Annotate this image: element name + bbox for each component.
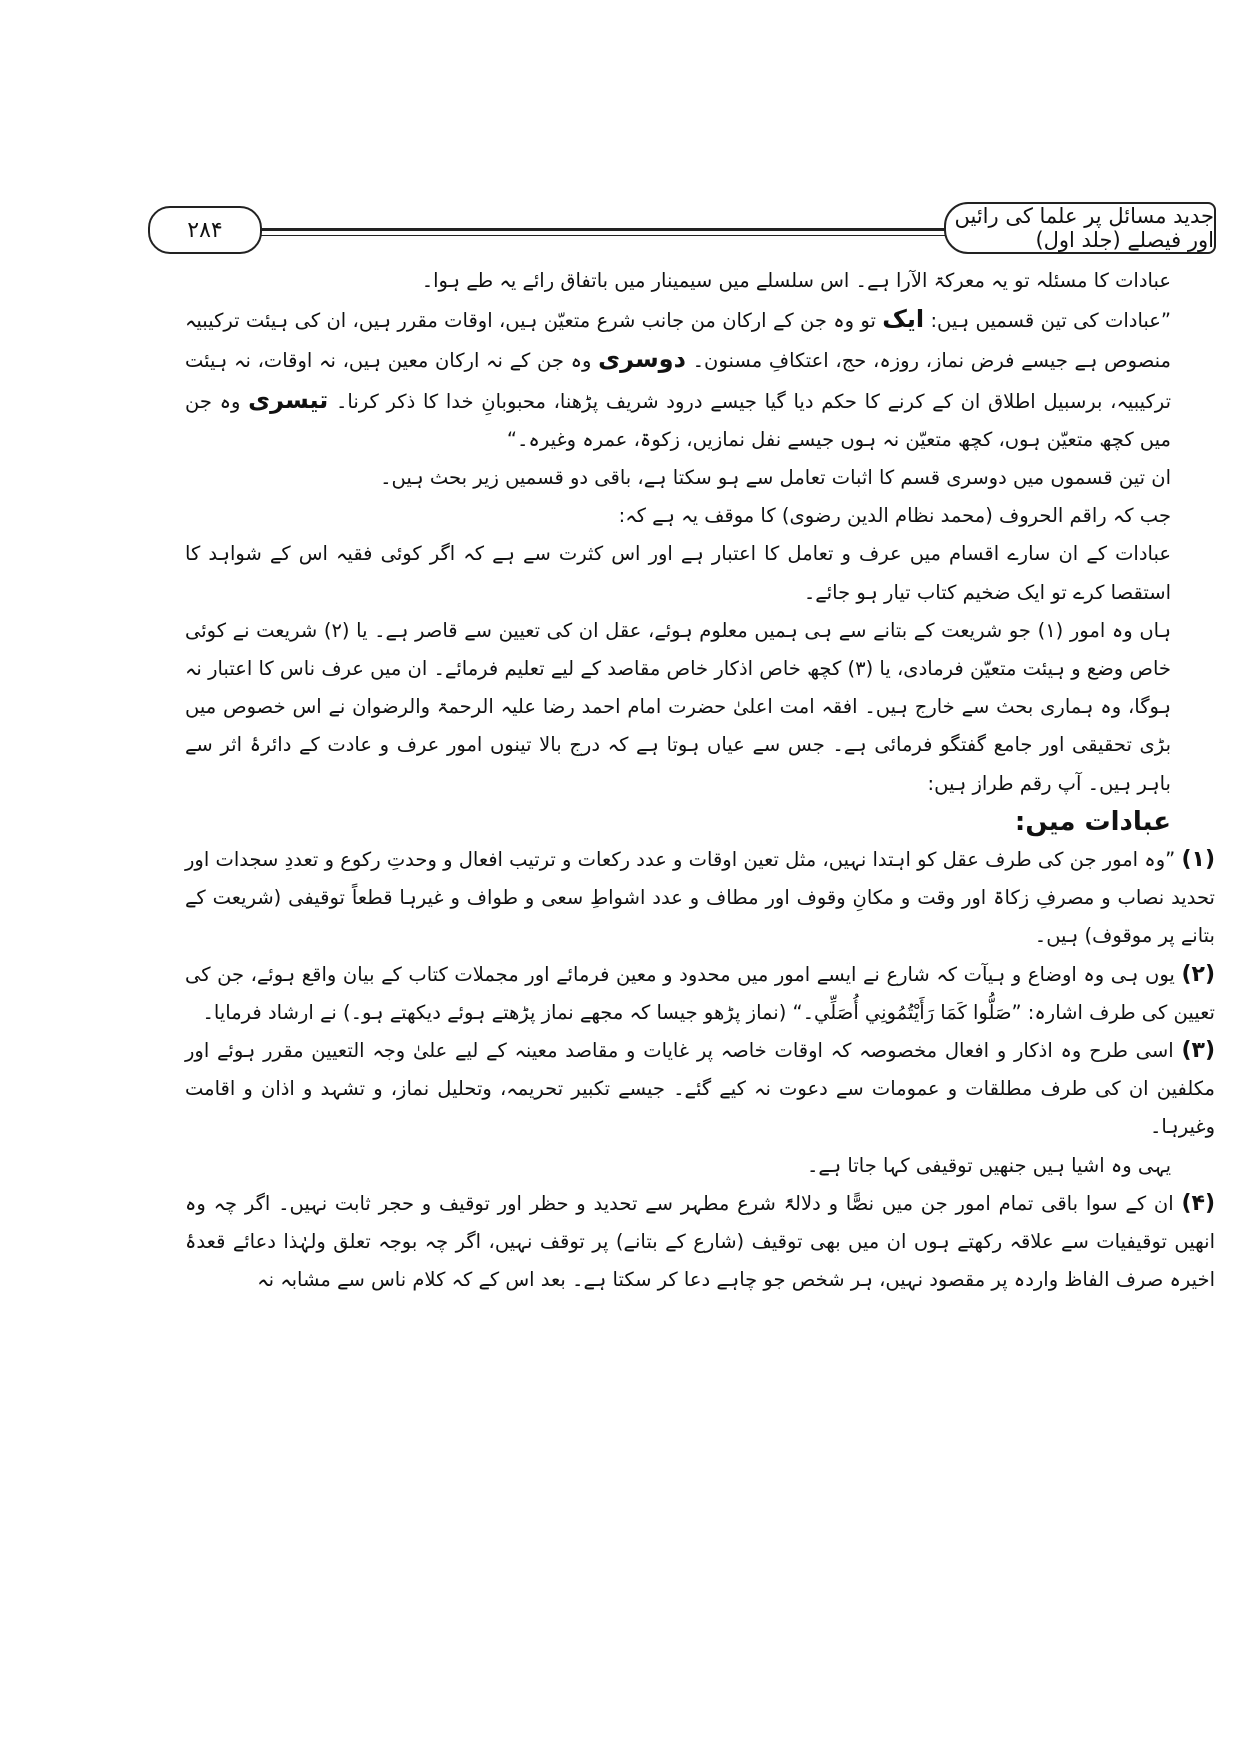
page-header (148, 202, 1216, 258)
item-2 (185, 956, 1215, 1032)
paragraph-2-text-a: ”عبادات کی تین قسمیں ہیں: (930, 309, 1172, 333)
item-3-number: (۳) (1181, 1038, 1215, 1064)
paragraph-2-text-g: وہ جن میں کچھ متعیّن ہوں، کچھ متعیّن نہ ہوں جیسے نفل نمازیں، زکوۃ، عمرہ وغیرہ۔“ (185, 389, 1171, 451)
header-rule-thin (260, 235, 946, 236)
page-number: ۲۸۴ (148, 206, 262, 254)
item-1-text: ”وہ امور جن کی طرف عقل کو اہتدا نہیں، مثل تعین اوقات و عدد رکعات و ترتیب افعال و وحدتِ رکوع و تعددِ سجدات اور تحدید نصاب و مصرفِ زکاۃ اور وقت و مکانِ وقوف اور مطاف و عدد اشواطِ سعی و طواف و غیرہا قطعاً توقیفی (شریعت کے بتانے پر موقوف) ہیں۔ (185, 848, 1215, 948)
item-2-text: یوں ہی وہ اوضاع و ہیآت کہ شارع نے ایسے امور میں محدود و معین فرمائے اور مجملات کتاب کے بیان واقع ہوئے، جن کی تعیین کی طرف اشارہ: ”صَلُّوا كَمَا رَأَيْتُمُونِي أُصَلِّي۔“ (نماز پڑھو جیسا کہ مجھے نماز پڑھتے ہوئے دیکھتے ہو۔) نے ارشاد فرمایا۔ (185, 962, 1215, 1024)
page-body (185, 262, 1215, 1299)
section-heading: عبادات میں: (1014, 806, 1171, 837)
item-1 (185, 841, 1215, 956)
item-2-number: (۲) (1181, 961, 1215, 987)
item-3 (185, 1032, 1215, 1147)
paragraph-6: ہاں وہ امور (۱) جو شریعت کے بتانے سے ہی ہمیں معلوم ہوئے، عقل ان کی تعیین سے قاصر ہے۔ یا (۲) شریعت نے کوئی خاص وضع و ہیئت متعیّن فرمادی، یا (۳) کچھ خاص اذکار خاص مقاصد کے لیے تعلیم فرمائے۔ ان میں عرف ناس کا اعتبار نہ ہوگا، وہ ہماری بحث سے خارج ہیں۔ افقہ امت اعلیٰ حضرت امام احمد رضا علیہ الرحمۃ والرضوان نے اس خصوص میں بڑی تحقیقی اور جامع گفتگو فرمائی ہے۔ جس سے عیاں ہوتا ہے کہ درج بالا تینوں امور عرف و عادت کے دائرۂ اثر سے باہر ہیں۔ آپ رقم طراز ہیں: (185, 618, 1172, 795)
paragraph-2-text-e: وہ جن کے نہ ارکان معین ہیں، نہ اوقات، نہ ہیئت ترکیبیہ، برسبیل اطلاق ان کے کرنے کا حکم دیا گیا جیسے درود شریف پڑھنا، محبوبانِ خدا کا ذکر کرنا۔ (185, 349, 1171, 413)
keyword-third: تیسری (248, 385, 329, 414)
paragraph-3: ان تین قسموں میں دوسری قسم کا اثبات تعامل سے ہو سکتا ہے، باقی دو قسمیں زیر بحث ہیں۔ (380, 466, 1171, 490)
paragraph-5: عبادات کے ان سارے اقسام میں عرف و تعامل کا اعتبار ہے اور اس کثرت سے ہے کہ اگر کوئی فقیہ اس کے شواہد کا استقصا کرے تو ایک ضخیم کتاب تیار ہو جائے۔ (185, 542, 1171, 604)
item-4 (185, 1185, 1215, 1300)
paragraph-2 (185, 300, 1215, 459)
header-rule-thick (260, 228, 946, 231)
book-title: جدید مسائل پر علما کی رائیں اور فیصلے (جلد اول) (944, 202, 1216, 254)
keyword-second: دوسری (598, 345, 686, 374)
paragraph-7: یہی وہ اشیا ہیں جنھیں توقیفی کہا جاتا ہے۔ (806, 1153, 1171, 1177)
keyword-first: ایک (882, 305, 925, 334)
paragraph-4: جب کہ راقم الحروف (محمد نظام الدین رضوی) کا موقف یہ ہے کہ: (618, 504, 1171, 528)
item-1-number: (۱) (1181, 847, 1215, 873)
item-4-text: ان کے سوا باقی تمام امور جن میں نصًّا و دلالۃً شرع مطہر سے تحدید و حظر اور توقیف و حجر ثابت نہیں۔ اگر چہ وہ انھیں توقیفیات سے علاقہ رکھتے ہوں ان میں بھی توقیف (شارع کے بتانے) پر توقف نہیں، اگر چہ بوجہ تعلق ولہٰذا دعائے قعدۂ اخیرہ صرف الفاظ واردہ پر مقصود نہیں، ہر شخص جو چاہے دعا کر سکتا ہے۔ بعد اس کے کہ کلام ناس سے مشابہ نہ (185, 1191, 1215, 1292)
paragraph-1: عبادات کا مسئلہ تو یہ معرکۃ الآرا ہے۔ اس سلسلے میں سیمینار میں باتفاق رائے یہ طے ہوا۔ (421, 269, 1171, 292)
item-4-number: (۴) (1181, 1190, 1215, 1216)
item-3-text: اسی طرح وہ اذکار و افعال مخصوصہ کہ اوقات خاصہ پر غایات و مقاصد معینہ کے لیے علیٰ وجہ التعیین مقرر ہوئے اور مکلفین ان کی طرف مطلقات و عمومات سے دعوت نہ کیے گئے۔ جیسے تکبیر تحریمہ، وتحلیل نماز، و تشہد و اذان و اقامت وغیرہا۔ (185, 1039, 1215, 1139)
paragraph-2-text-c: تو وہ جن کے ارکان من جانب شرع متعیّن ہیں، اوقات مقرر ہیں، ان کی ہیئت ترکیبیہ منصوص ہے جیسے فرض نماز، روزہ، حج، اعتکافِ مسنون۔ (185, 309, 1171, 373)
